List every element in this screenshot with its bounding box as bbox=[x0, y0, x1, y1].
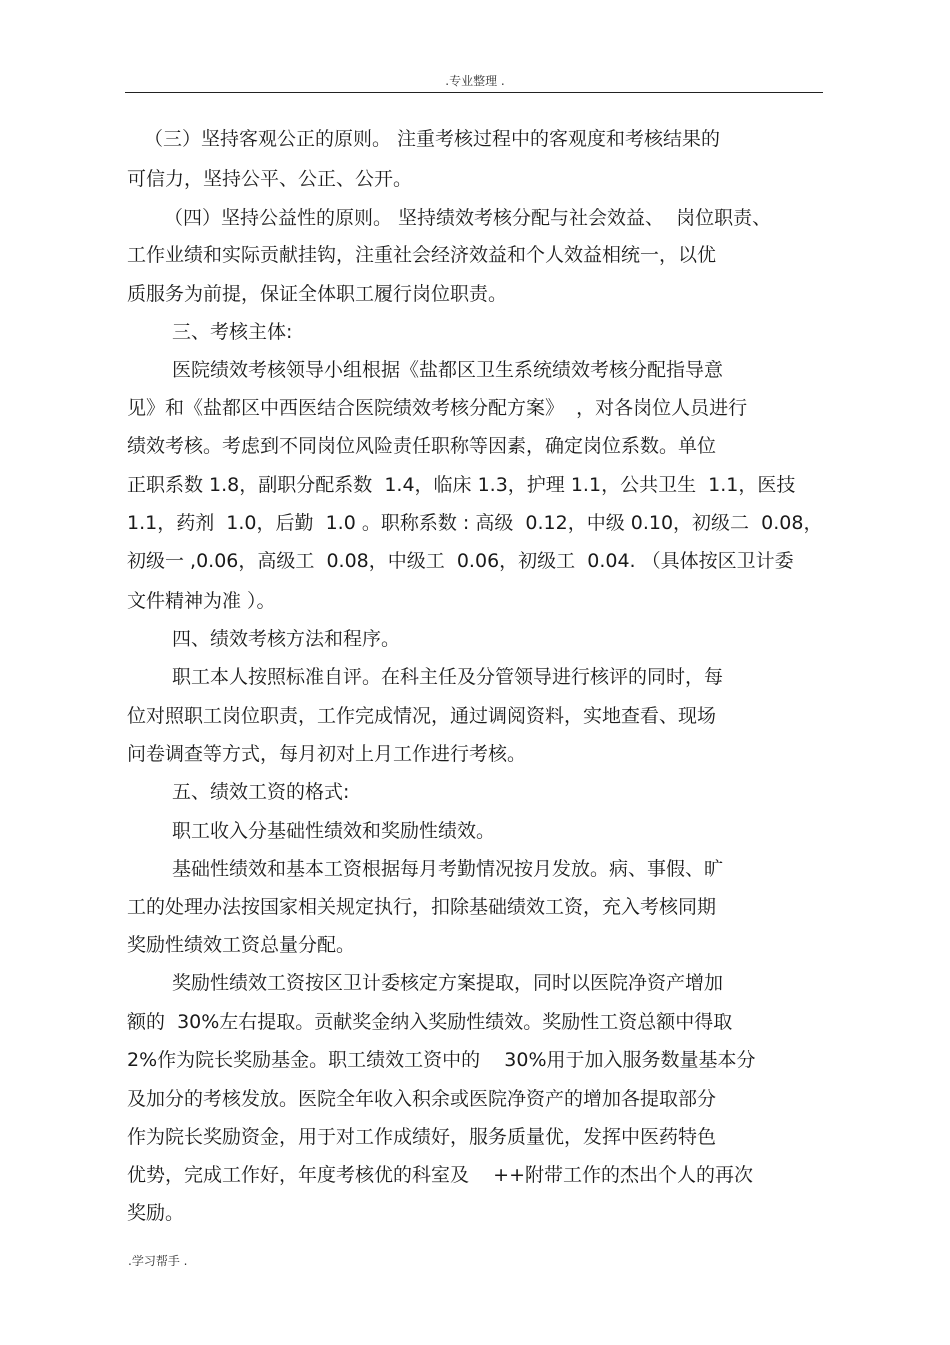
text-line: 作为院长奖励资金，用于对工作成绩好，服务质量优，发挥中医药特色 bbox=[127, 1126, 717, 1148]
text-line: 职工收入分基础性绩效和奖励性绩效。 bbox=[172, 820, 496, 842]
text-line: 2%作为院长奖励基金。职工绩效工资中的 30%用于加入服务数量基本分 bbox=[127, 1049, 756, 1071]
section-heading: 五、绩效工资的格式: bbox=[172, 781, 350, 803]
text-line: 基础性绩效和基本工资根据每月考勤情况按月发放。病、事假、旷 bbox=[172, 858, 724, 880]
page-footer: .学习帮手 . bbox=[128, 1254, 188, 1268]
text-line: 额的 30%左右提取。贡献奖金纳入奖励性绩效。奖励性工资总额中得取 bbox=[127, 1011, 733, 1033]
text-line: 质服务为前提，保证全体职工履行岗位职责。 bbox=[127, 283, 508, 305]
text-line: 工作业绩和实际贡献挂钩，注重社会经济效益和个人效益相统一，以优 bbox=[127, 244, 717, 266]
text-line: 职工本人按照标准自评。在科主任及分管领导进行核评的同时，每 bbox=[172, 666, 724, 688]
text-line: 问卷调查等方式，每月初对上月工作进行考核。 bbox=[127, 743, 527, 765]
text-line: 工的处理办法按国家相关规定执行，扣除基础绩效工资，充入考核同期 bbox=[127, 896, 717, 918]
text-line: 正职系数 1.8，副职分配系数 1.4，临床 1.3，护理 1.1，公共卫生 1.1，医技 bbox=[127, 474, 796, 496]
page-header: .专业整理 . bbox=[445, 74, 505, 88]
text-line: 可信力，坚持公平、公正、公开。 bbox=[127, 168, 413, 190]
text-line: 初级一 ,0.06，高级工 0.08，中级工 0.06，初级工 0.04. （具体按区卫计委 bbox=[127, 550, 794, 572]
text-line: （四）坚持公益性的原则。 坚持绩效考核分配与社会效益、 岗位职责、 bbox=[164, 207, 772, 229]
text-line: 奖励性绩效工资总量分配。 bbox=[127, 934, 356, 956]
text-line: 位对照职工岗位职责，工作完成情况，通过调阅资料，实地查看、现场 bbox=[127, 705, 717, 727]
text-line: 优势，完成工作好，年度考核优的科室及 ++附带工作的杰出个人的再次 bbox=[127, 1164, 753, 1186]
text-line: 绩效考核。考虑到不同岗位风险责任职称等因素，确定岗位系数。单位 bbox=[127, 435, 717, 457]
text-line: 奖励。 bbox=[127, 1202, 185, 1224]
text-line: 见》和《盐都区中西医结合医院绩效考核分配方案》 ，对各岗位人员进行 bbox=[127, 397, 748, 419]
section-heading: 三、考核主体: bbox=[172, 321, 293, 343]
section-heading: 四、绩效考核方法和程序。 bbox=[172, 628, 401, 650]
text-line: 文件精神为准 ）。 bbox=[127, 590, 276, 612]
text-line: 医院绩效考核领导小组根据《盐都区卫生系统绩效考核分配指导意 bbox=[172, 359, 724, 381]
text-line: 奖励性绩效工资按区卫计委核定方案提取，同时以医院净资产增加 bbox=[172, 972, 724, 994]
text-line: 1.1，药剂 1.0，后勤 1.0 。职称系数 : 高级 0.12，中级 0.10，初级二 0.08， bbox=[127, 512, 823, 534]
text-line: （三）坚持客观公正的原则。 注重考核过程中的客观度和考核结果的 bbox=[144, 128, 721, 150]
text-line: 及加分的考核发放。医院全年收入积余或医院净资产的增加各提取部分 bbox=[127, 1088, 717, 1110]
header-divider bbox=[125, 92, 823, 93]
